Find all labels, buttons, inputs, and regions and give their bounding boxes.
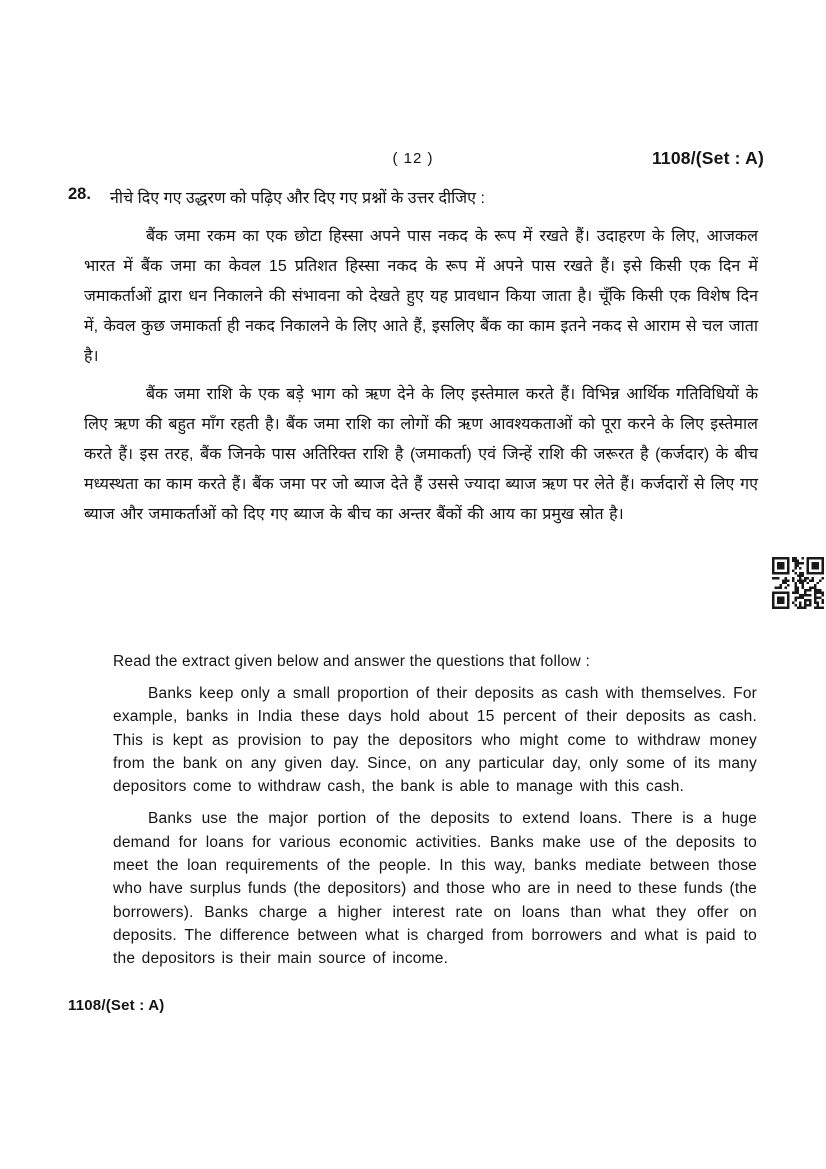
page-number: ( 12 )	[392, 150, 434, 167]
hindi-paragraph-2: बैंक जमा राशि के एक बड़े भाग को ऋण देने के लिए इस्तेमाल करते हैं। विभिन्न आर्थिक गतिविधियों के लिए ऋण की बहुत माँग रहती है। बैंक जमा राशि का लोगों की ऋण आवश्यकताओं को पूरा करने के लिए इस्तेमाल करते हैं। इस तरह, बैंक जिनके पास अतिरिक्त राशि है (जमाकर्ता) एवं जिन्हें राशि की जरूरत है (कर्जदार) के बीच मध्यस्थता का काम करते हैं। बैंक जमा पर जो ब्याज देते हैं उससे ज्यादा ब्याज ऋण पर लेते हैं। कर्जदारों से लिए गए ब्याज और जमाकर्ताओं को दिए गए ब्याज के बीच का अन्तर बैंकों की आय का प्रमुख स्रोत है।	[84, 386, 758, 523]
english-instruction: Read the extract given below and answer the questions that follow :	[113, 653, 590, 670]
question-number: 28.	[68, 185, 91, 203]
paper-code-footer: 1108/(Set : A)	[68, 997, 165, 1014]
qr-code-svg	[772, 557, 824, 609]
question-28-hindi-section	[68, 184, 758, 530]
question-28-english-section	[113, 650, 757, 971]
hindi-instruction: नीचे दिए गए उद्धरण को पढ़िए और दिए गए प्रश्नों के उत्तर दीजिए :	[110, 190, 485, 207]
page-header	[0, 150, 826, 176]
english-paragraph-1: Banks keep only a small proportion of their deposits as cash with themselves. For example, banks in India these days hold about 15 percent of their deposits as cash. This is kept as provision to pay the depositors who might come to withdraw money from the bank on any given day. Since, on any particular day, only some of its many depositors come to withdraw cash, the bank is able to manage with this cash.	[113, 685, 757, 796]
paper-code-header: 1108/(Set : A)	[651, 148, 764, 168]
qr-code-icon	[772, 557, 824, 609]
english-paragraph-2: Banks use the major portion of the deposits to extend loans. There is a huge demand for loans for various economic activities. Banks make use of the deposits to meet the loan requirements of the people. In this way, banks mediate between those who have surplus funds (the depositors) and those who are in need to these funds (the borrowers). Banks charge a higher interest rate on loans than what they offer on deposits. The difference between what is charged from borrowers and what is paid to the depositors is their main source of income.	[113, 810, 757, 968]
hindi-paragraph-1: बैंक जमा रकम का एक छोटा हिस्सा अपने पास नकद के रूप में रखते हैं। उदाहरण के लिए, आजकल भारत में बैंक जमा का केवल 15 प्रतिशत हिस्सा नकद के रूप में अपने पास रखते हैं। इसे किसी एक दिन में जमाकर्ताओं द्वारा धन निकालने की संभावना को देखते हुए यह प्रावधान किया जाता है। चूँकि किसी एक विशेष दिन में, केवल कुछ जमाकर्ता ही नकद निकालने के लिए आते हैं, इसलिए बैंक का काम इतने नकद से आराम से चल जाता है।	[84, 228, 758, 365]
